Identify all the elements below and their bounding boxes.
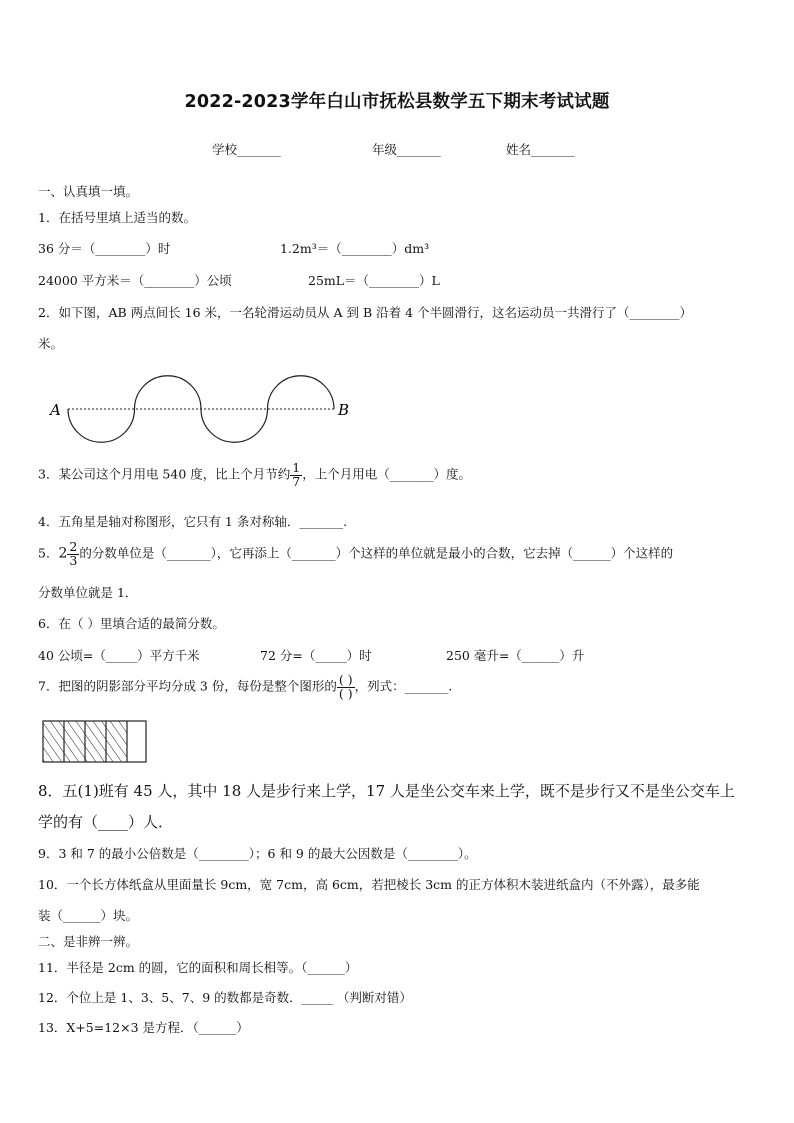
question-3-post: ，上个月用电（_______）度。 (302, 466, 471, 482)
mixed-number-integer: 2 (58, 545, 68, 562)
point-b-label: B (338, 401, 350, 419)
question-5 (38, 541, 673, 567)
grade-field: 年级_______ (372, 142, 441, 157)
fraction-numerator: 2 (69, 539, 78, 554)
question-2-line1: 2．如下图，AB 两点间长 16 米，一名轮滑运动员从 A 到 B 沿着 4 个半圆滑行，这名运动员一共滑行了（________） (38, 305, 692, 320)
fraction-denominator: 3 (69, 552, 78, 568)
fraction-denominator: 7 (292, 473, 301, 489)
section-heading-1: 一、认真填一填。 (38, 184, 139, 199)
fraction-blank (337, 674, 355, 700)
question-3-pre: 3．某公司这个月用电 540 度，比上个月节约 (38, 466, 291, 482)
question-3 (38, 462, 471, 488)
question-5-post: 的分数单位是（_______），它再添上（_______）个这样的单位就是最小的合数，它去掉（______）个这样的 (79, 545, 674, 561)
section-heading-2: 二、是非辨一辨。 (38, 934, 139, 949)
question-1a: 36 分＝（________）时 (38, 241, 171, 256)
question-2-line2: 米。 (38, 336, 64, 351)
question-6-stem: 6．在（ ）里填合适的最简分数。 (38, 616, 225, 631)
semicircle-path (68, 376, 334, 443)
question-8-line1: 8．五(1)班有 45 人，其中 18 人是步行来上学，17 人是坐公交车来上学，既不是步行又不是坐公交车上 (38, 782, 735, 800)
page-title: 2022-2023学年白山市抚松县数学五下期末考试试题 (184, 92, 610, 112)
fraction-one-seventh (290, 462, 302, 488)
question-7-pre: 7．把图的阴影部分平均分成 3 份，每份是整个图形的 (38, 678, 337, 694)
school-field: 学校_______ (212, 142, 281, 157)
question-5-line2: 分数单位就是 1． (38, 585, 138, 600)
question-13: 13．X+5=12×3 是方程．（______） (38, 1020, 249, 1035)
question-1-stem: 1．在括号里填上适当的数。 (38, 210, 196, 225)
question-12: 12．个位上是 1、3、5、7、9 的数都是奇数．_____ （判断对错） (38, 990, 412, 1005)
question-7-post: ，列式：_______. (354, 678, 453, 694)
name-field: 姓名_______ (506, 142, 575, 157)
fraction-two-thirds (67, 541, 79, 567)
question-6b: 72 分=（_____）时 (260, 648, 372, 663)
question-7 (38, 674, 452, 700)
point-a-label: A (50, 401, 61, 419)
fraction-numerator: 1 (292, 460, 301, 475)
shaded-rectangle-figure (40, 719, 150, 765)
question-5-pre: 5． (38, 545, 59, 561)
question-10-line2: 装（______）块。 (38, 908, 139, 923)
fraction-numerator-blank: ( ) (338, 672, 353, 687)
question-6a: 40 公顷=（_____）平方千米 (38, 648, 200, 663)
semicircle-path-figure (40, 368, 370, 450)
question-9: 9．3 和 7 的最小公倍数是（________）；6 和 9 的最大公因数是（________）。 (38, 846, 477, 861)
question-8-line2: 学的有（____）人． (38, 813, 174, 831)
fraction-denominator-blank: ( ) (338, 685, 353, 701)
question-11: 11．半径是 2cm 的圆，它的面积和周长相等。（______） (38, 960, 358, 975)
question-1c: 24000 平方米＝（________）公顷 (38, 273, 232, 288)
question-1d: 25mL＝（________）L (308, 273, 440, 288)
question-6c: 250 毫升=（______）升 (446, 648, 585, 663)
question-1b: 1.2m³＝（________）dm³ (280, 241, 430, 256)
question-4: 4．五角星是轴对称图形，它只有 1 条对称轴．_______. (38, 514, 348, 529)
question-10-line1: 10．一个长方体纸盒从里面量长 9cm，宽 7cm，高 6cm，若把棱长 3cm 的正方体积木装进纸盒内（不外露），最多能 (38, 877, 700, 892)
